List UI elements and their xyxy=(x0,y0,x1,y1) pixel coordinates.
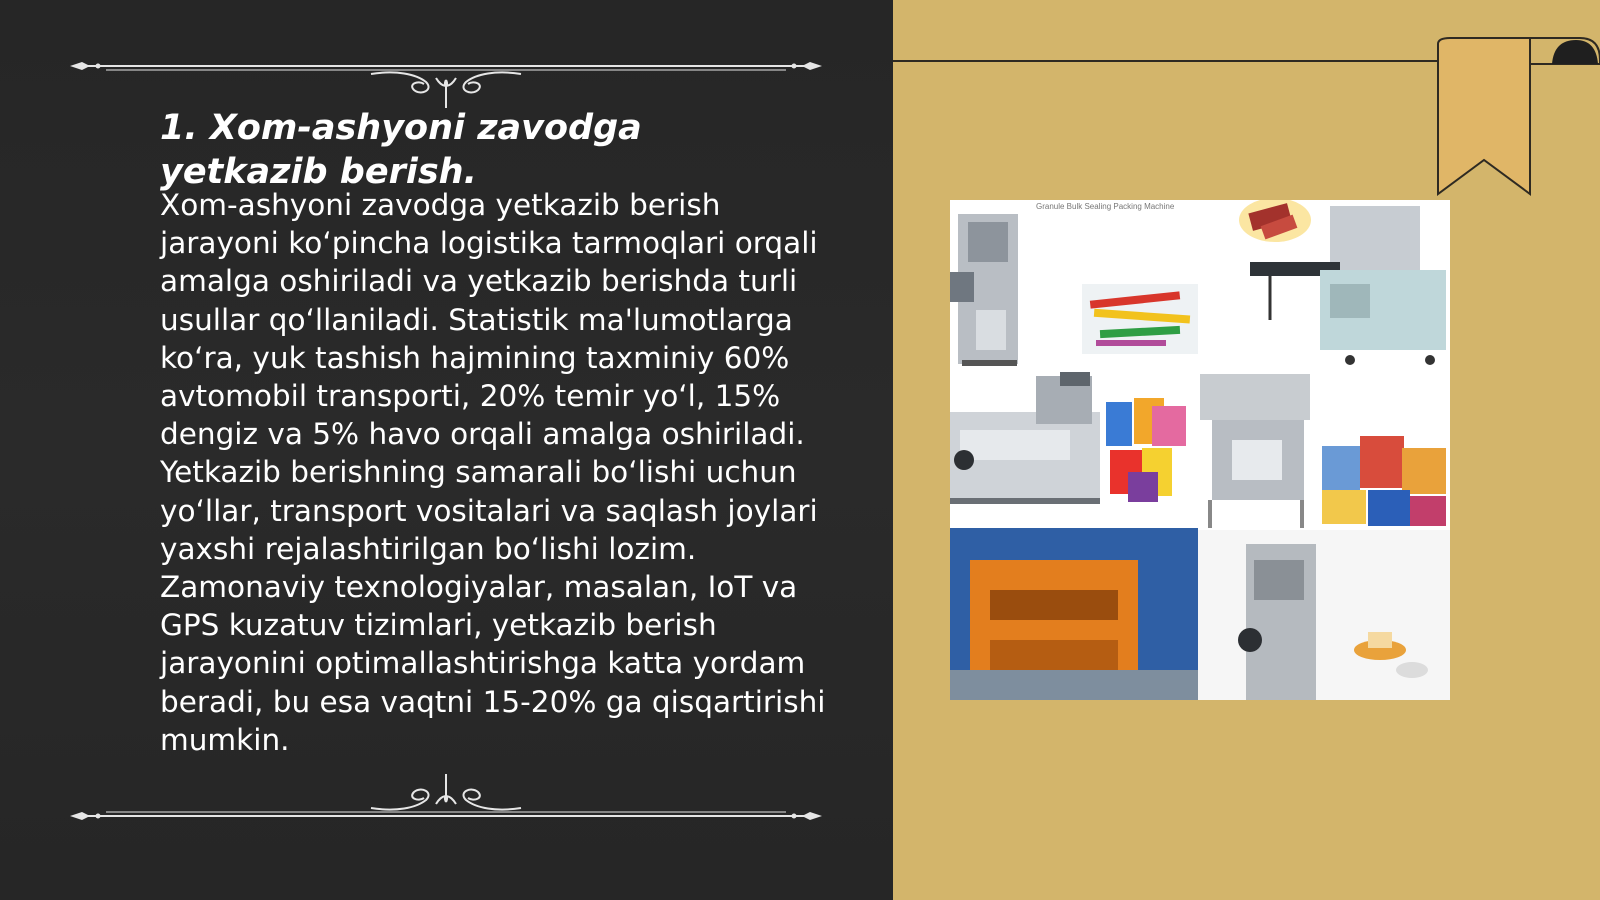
bottom-ornament xyxy=(66,770,826,830)
slide-title: 1. Xom-ashyoni zavodga yetkazib berish. xyxy=(160,108,642,192)
block-making-machine xyxy=(950,528,1198,700)
vertical-packing-machine xyxy=(950,214,1018,366)
snack-sticks-image xyxy=(1082,284,1198,354)
bookmark-ribbon xyxy=(1430,30,1600,200)
collage-caption: Granule Bulk Sealing Packing Machine xyxy=(1036,202,1175,211)
slide-body-text: Xom-ashyoni zavodga yetkazib berish jarayoni ko‘pincha logistika tarmoqlari orqali amalga oshiriladi va yetkazib berishda turli usullar qo‘llaniladi. Statistik ma'lumotlarga ko‘ra, yuk tashish hajmining taxminiy 60% avtomobil transporti, 20% temir yo‘l, 15% dengiz va 5% havo orqali amalga oshiriladi. Yetkazib berishning samarali bo‘lishi uchun yo‘llar, transport vositalari va saqlash joylari yaxshi rejalashtirilgan bo‘lishi lozim. Zamonaviy texnologiyalar, masalan, IoT va GPS kuzatuv tizimlari, yetkazib berish jarayonini optimallashtirishga katta yordam beradi, bu esa vaqtni 15-20% ga qisqartirishi mumkin. xyxy=(160,188,826,757)
candy-packs-image xyxy=(1239,200,1311,242)
top-ornament xyxy=(66,52,826,112)
tea-bag-machine xyxy=(1198,530,1450,700)
packaging-machines-collage xyxy=(950,200,1450,700)
snack-bags-image xyxy=(1322,436,1446,526)
